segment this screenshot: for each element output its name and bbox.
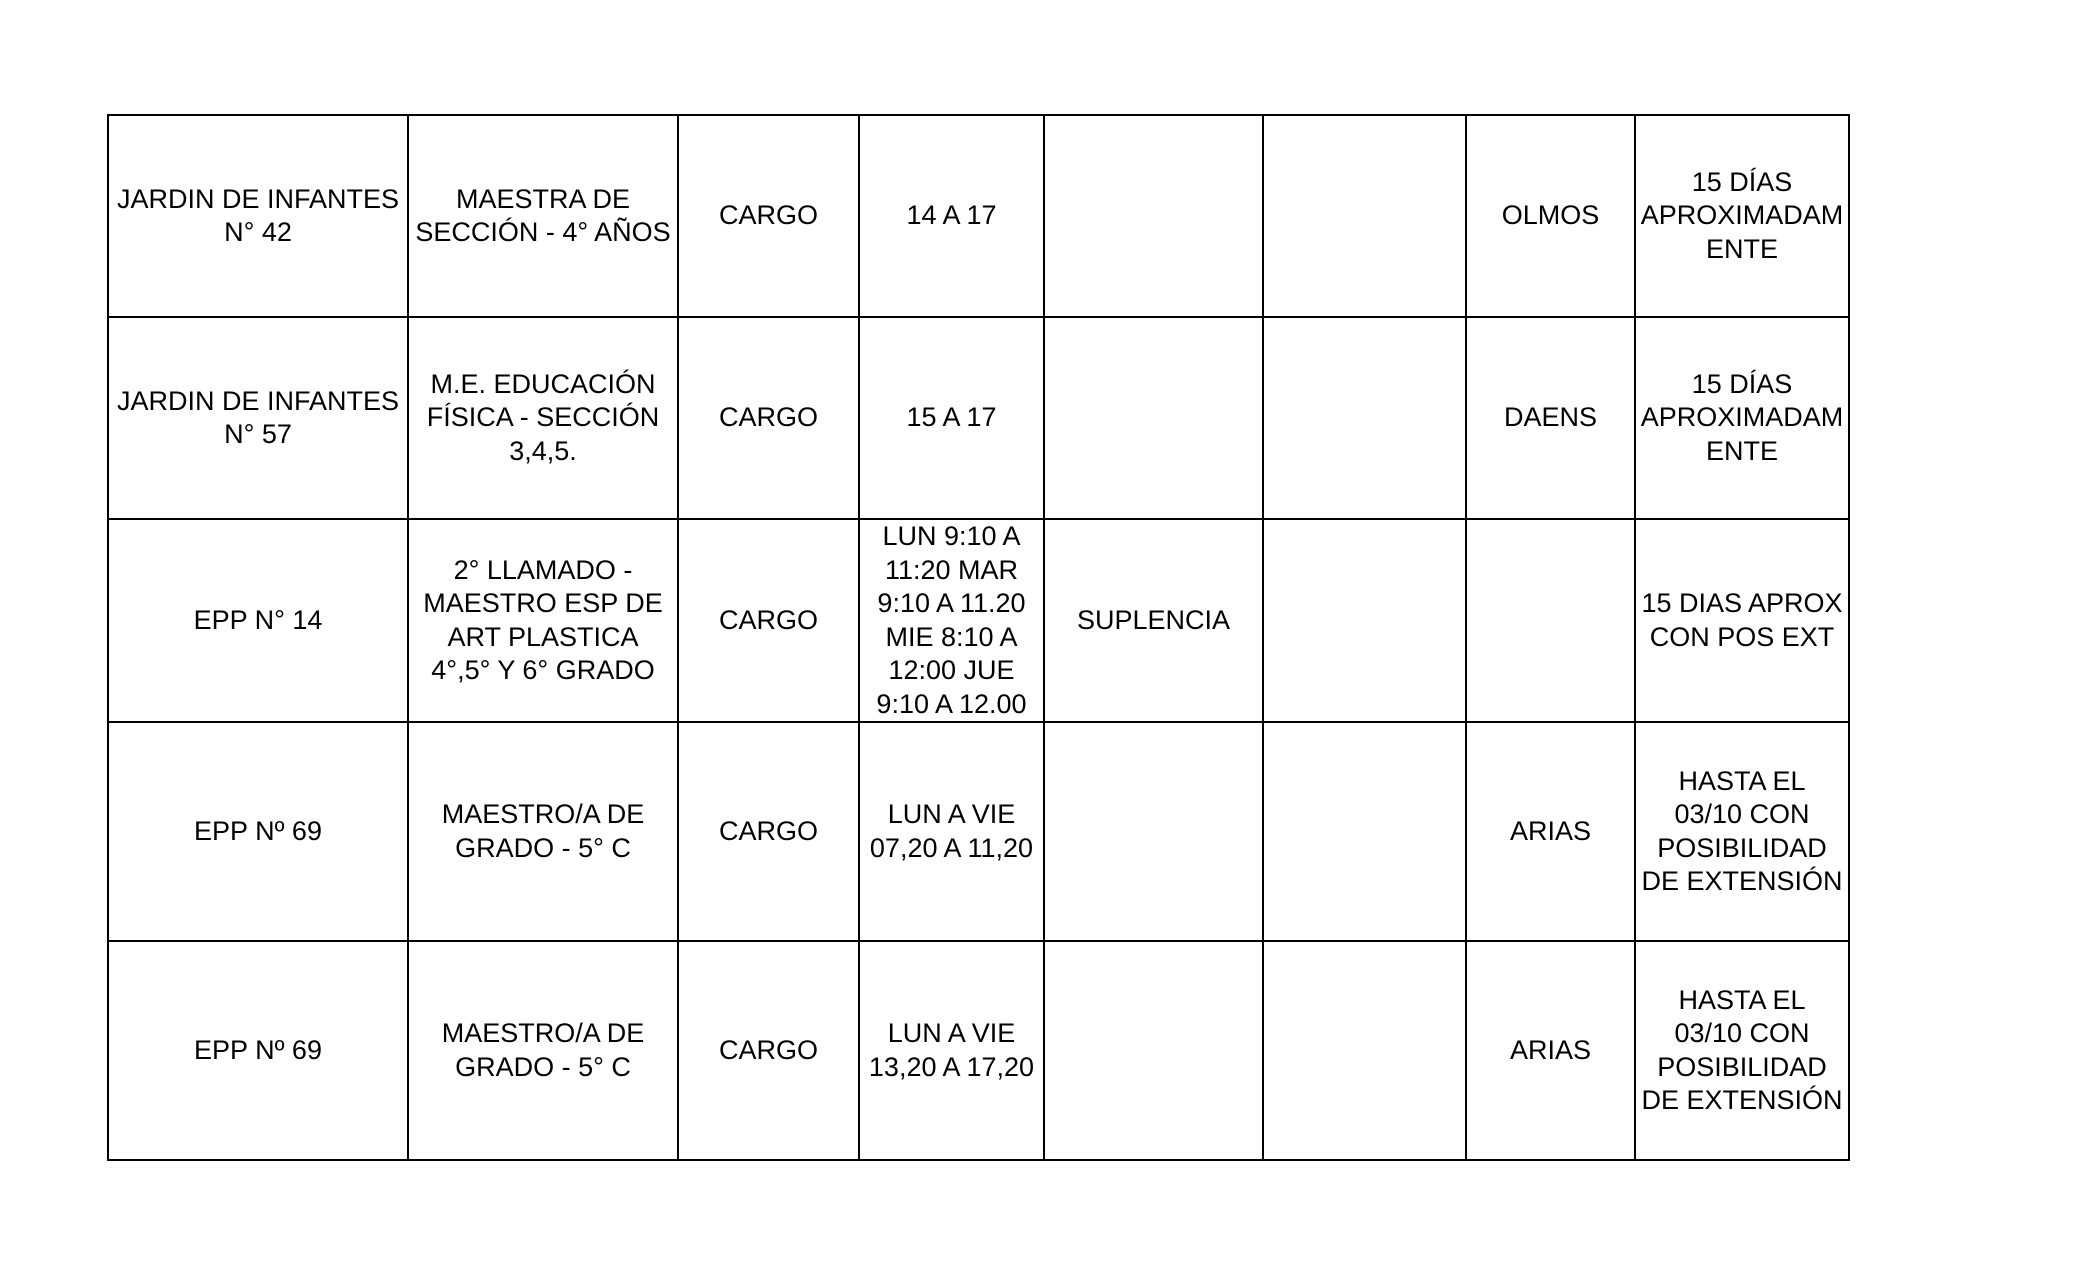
vacancy-table [107, 114, 1850, 1161]
status-cell [1044, 115, 1263, 317]
table-row [108, 722, 1849, 941]
position-cell [408, 519, 678, 722]
position-cell [408, 722, 678, 941]
duration-cell [1635, 722, 1849, 941]
type-text: CARGO [718, 604, 818, 635]
type-text: CARGO [718, 815, 818, 846]
name-cell [1466, 317, 1635, 519]
school-cell [108, 115, 408, 317]
school-cell [108, 519, 408, 722]
duration-text: 15 DIAS APROX CON POS EXT [1641, 588, 1843, 652]
duration-cell [1635, 317, 1849, 519]
position-cell [408, 317, 678, 519]
duration-text: HASTA EL 03/10 CON POSIBILIDAD DE EXTENSIÓN [1641, 765, 1843, 896]
name-text: OLMOS [1501, 200, 1600, 231]
school-text: JARDIN DE INFANTES N° 42 [116, 183, 400, 247]
status-cell [1044, 317, 1263, 519]
blank-cell [1263, 941, 1466, 1160]
schedule-text: LUN 9:10 A 11:20 MAR 9:10 A 11.20 MIE 8:10 A 12:00 JUE 9:10 A 12.00 [876, 521, 1027, 719]
type-text: CARGO [718, 1034, 818, 1065]
schedule-text: 14 A 17 [906, 200, 997, 231]
duration-text: 15 DÍAS APROXIMADAM ENTE [1640, 368, 1844, 466]
schedule-text: LUN A VIE 07,20 A 11,20 [869, 799, 1034, 863]
status-cell [1044, 519, 1263, 722]
name-cell [1466, 941, 1635, 1160]
school-text: EPP Nº 69 [194, 815, 322, 846]
duration-text: HASTA EL 03/10 CON POSIBILIDAD DE EXTENSIÓN [1641, 984, 1843, 1115]
school-text: JARDIN DE INFANTES N° 57 [116, 385, 400, 449]
status-text: SUPLENCIA [1076, 604, 1231, 635]
position-text: 2° LLAMADO - MAESTRO ESP DE ART PLASTICA 4°,5° Y 6° GRADO [423, 554, 663, 685]
position-text: MAESTRO/A DE GRADO - 5° C [441, 1018, 645, 1082]
name-cell [1466, 519, 1635, 722]
name-cell [1466, 115, 1635, 317]
schedule-cell [859, 317, 1044, 519]
school-cell [108, 722, 408, 941]
blank-cell [1263, 317, 1466, 519]
position-text: M.E. EDUCACIÓN FÍSICA - SECCIÓN 3,4,5. [426, 368, 660, 466]
name-cell [1466, 722, 1635, 941]
position-text: MAESTRO/A DE GRADO - 5° C [441, 799, 645, 863]
blank-cell [1263, 115, 1466, 317]
type-cell [678, 722, 859, 941]
position-text: MAESTRA DE SECCIÓN - 4° AÑOS [415, 183, 671, 247]
status-cell [1044, 722, 1263, 941]
type-cell [678, 941, 859, 1160]
position-cell [408, 941, 678, 1160]
type-text: CARGO [718, 200, 818, 231]
duration-cell [1635, 115, 1849, 317]
duration-text: 15 DÍAS APROXIMADAM ENTE [1640, 166, 1844, 264]
schedule-text: 15 A 17 [906, 402, 997, 433]
table-row [108, 519, 1849, 722]
table-row [108, 317, 1849, 519]
schedule-text: LUN A VIE 13,20 A 17,20 [868, 1018, 1035, 1082]
schedule-cell [859, 722, 1044, 941]
duration-cell [1635, 941, 1849, 1160]
table-row [108, 941, 1849, 1160]
schedule-cell [859, 941, 1044, 1160]
status-cell [1044, 941, 1263, 1160]
table-row [108, 115, 1849, 317]
type-cell [678, 317, 859, 519]
position-cell [408, 115, 678, 317]
type-cell [678, 519, 859, 722]
duration-cell [1635, 519, 1849, 722]
schedule-cell [859, 519, 1044, 722]
school-cell [108, 941, 408, 1160]
name-text: DAENS [1503, 402, 1598, 433]
blank-cell [1263, 722, 1466, 941]
type-cell [678, 115, 859, 317]
school-cell [108, 317, 408, 519]
name-text: ARIAS [1509, 815, 1592, 846]
school-text: EPP N° 14 [193, 604, 323, 635]
schedule-cell [859, 115, 1044, 317]
type-text: CARGO [718, 402, 818, 433]
blank-cell [1263, 519, 1466, 722]
name-text: ARIAS [1509, 1034, 1592, 1065]
school-text: EPP Nº 69 [194, 1034, 322, 1065]
